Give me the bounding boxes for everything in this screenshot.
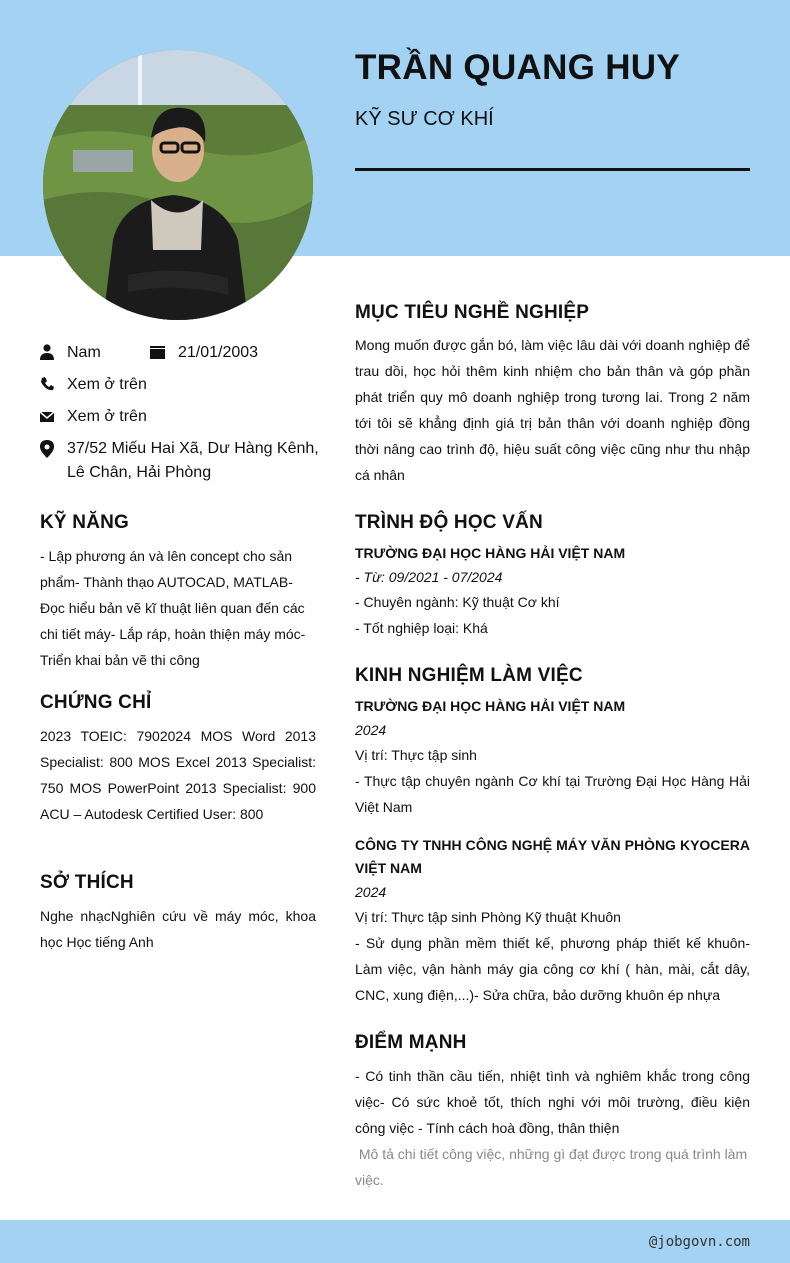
strengths-text: - Có tinh thần cầu tiến, nhiệt tình và nghiêm khắc trong công việc- Có sức khoẻ tốt, thích nghi với môi trường, điều kiện công việc - Tính cách hoà đồng, thân thiện (355, 1068, 750, 1136)
certificates-text: 2023 TOEIC: 7902024 MOS Word 2013 Specialist: 800 MOS Excel 2013 Specialist: 750 MOS PowerPoint 2013 Specialist: 900 ACU – Autodesk Certified User: 800 (40, 728, 316, 822)
skills-text: - Lập phương án và lên concept cho sản phẩm- Thành thạo AUTOCAD, MATLAB- Đọc hiểu bản vẽ kĩ thuật liên quan đến các chi tiết máy- Lắp ráp, hoàn thiện máy móc- Triển khai bản vẽ thi công (40, 548, 306, 668)
contact-gender (40, 341, 101, 365)
job-description: - Sử dụng phần mềm thiết kế, phương pháp thiết kế khuôn- Làm việc, vận hành máy gia công cơ khí ( hàn, mài, cắt dây, CNC, xung điện,...)- Sửa chữa, bảo dưỡng khuôn ép nhựa (355, 935, 750, 1003)
birthday-value: 21/01/2003 (178, 344, 259, 361)
calendar-icon (150, 344, 165, 360)
hobbies-title: SỞ THÍCH (40, 872, 134, 893)
email-value: Xem ở trên (67, 408, 147, 425)
skills-title: KỸ NĂNG (40, 512, 130, 533)
candidate-role: KỸ SƯ CƠ KHÍ (355, 108, 494, 130)
strengths-title: ĐIỂM MẠNH (355, 1032, 467, 1053)
phone-value: Xem ở trên (67, 376, 147, 393)
phone-icon (40, 376, 54, 392)
education-school: TRƯỜNG ĐẠI HỌC HÀNG HẢI VIỆT NAM (355, 545, 626, 561)
contact-address (40, 437, 319, 485)
address-line-1: 37/52 Miếu Hai Xã, Dư Hàng Kênh, (67, 440, 319, 457)
education-major: - Chuyên ngành: Kỹ thuật Cơ khí (355, 594, 560, 610)
mail-icon (40, 408, 54, 424)
contact-email (40, 405, 147, 429)
location-pin-icon (40, 440, 54, 456)
objective-title: MỤC TIÊU NGHỀ NGHIỆP (355, 302, 590, 323)
job-year: 2024 (355, 884, 387, 900)
education-period: - Từ: 09/2021 - 07/2024 (355, 569, 503, 585)
profile-photo (43, 50, 313, 320)
title-divider (355, 168, 750, 171)
objective-text: Mong muốn được gắn bó, làm việc lâu dài với doanh nghiệp để trau dồi, học hỏi thêm kinh nhiệm cho bản thân và góp phần phát triển quy mô doanh nghiệp trong tương lai. Trong 2 năm tới tôi sẽ khẳng định giá trị bản thân với doanh nghiệp đồng thời nâng cao trình độ, hiệu suất công việc cũng như thu nhập cá nhân (355, 337, 750, 483)
job-company: CÔNG TY TNHH CÔNG NGHỆ MÁY VĂN PHÒNG KYOCERA VIỆT NAM (355, 837, 750, 876)
job-description: - Thực tập chuyên ngành Cơ khí tại Trường Đại Học Hàng Hải Việt Nam (355, 773, 750, 815)
candidate-name: TRẦN QUANG HUY (355, 48, 681, 87)
education-grade: - Tốt nghiệp loại: Khá (355, 620, 488, 636)
person-icon (40, 344, 54, 360)
footer-brand: @jobgovn.com (648, 1234, 750, 1250)
job-position: Vị trí: Thực tập sinh (355, 747, 477, 763)
address-line-2: Lê Chân, Hải Phòng (67, 464, 212, 481)
gender-value: Nam (67, 344, 101, 361)
strengths-placeholder: Mô tả chi tiết công việc, những gì đạt được trong quá trình làm việc. (355, 1146, 752, 1188)
hobbies-text: Nghe nhạcNghiên cứu về máy móc, khoa học Học tiếng Anh (40, 908, 316, 950)
contact-birthday (150, 341, 258, 365)
job-company: TRƯỜNG ĐẠI HỌC HÀNG HẢI VIỆT NAM (355, 698, 626, 714)
education-title: TRÌNH ĐỘ HỌC VẤN (355, 512, 543, 533)
contact-phone (40, 373, 147, 397)
job-year: 2024 (355, 722, 387, 738)
certificates-title: CHỨNG CHỈ (40, 692, 152, 713)
experience-title: KINH NGHIỆM LÀM VIỆC (355, 665, 583, 686)
job-position: Vị trí: Thực tập sinh Phòng Kỹ thuật Khuôn (355, 909, 621, 925)
